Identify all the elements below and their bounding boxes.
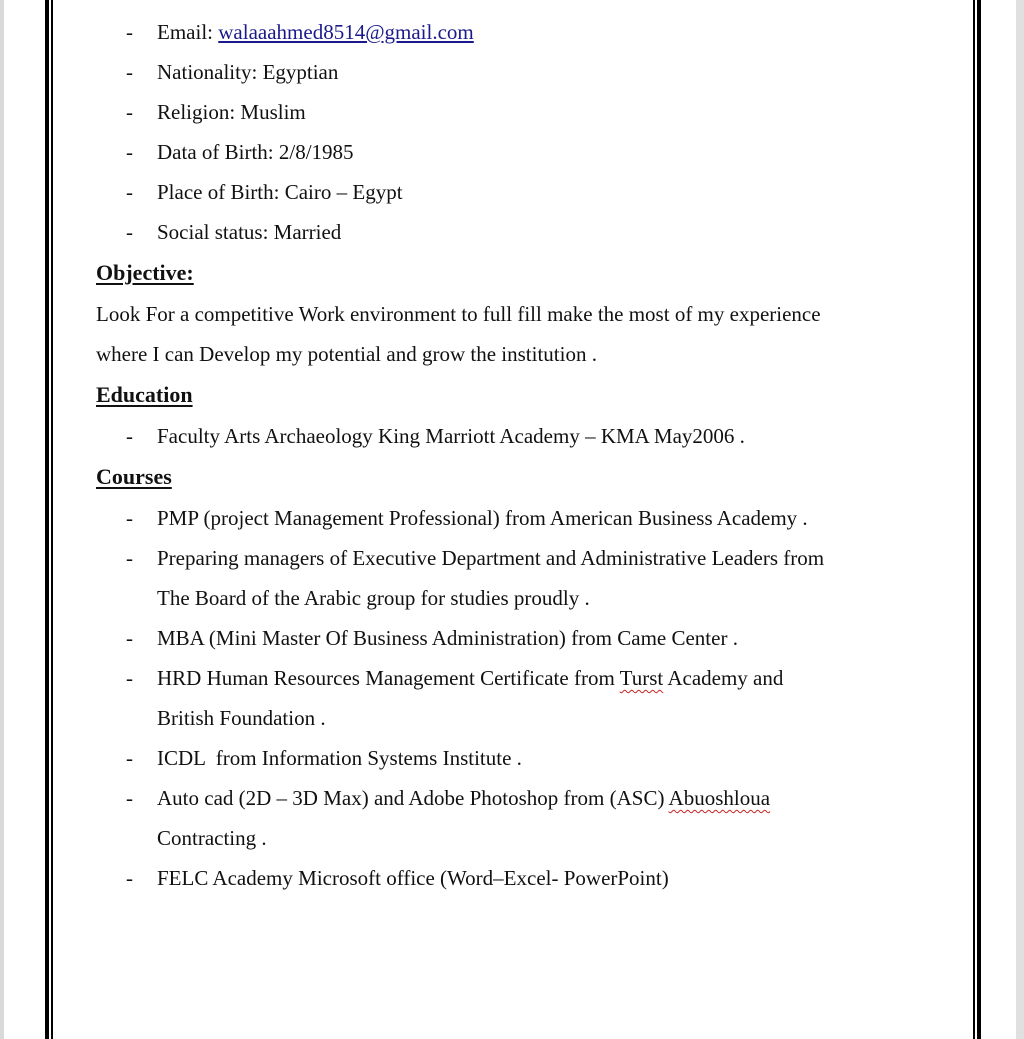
religion-text: Religion: Muslim xyxy=(157,100,306,124)
objective-line-1: Look For a competitive Work environment to full fill make the most of my experience xyxy=(96,302,821,326)
page-border-right-outer xyxy=(977,0,981,1039)
page-border-left-outer xyxy=(45,0,49,1039)
bullet-dash: - xyxy=(126,786,133,810)
education-heading: Education xyxy=(96,382,193,407)
bullet-dash: - xyxy=(126,424,133,448)
list-item-hrd xyxy=(96,658,946,738)
viewer-left-edge xyxy=(0,0,4,1039)
spellcheck-flagged-word: Turst xyxy=(619,666,664,690)
bullet-dash: - xyxy=(126,60,133,84)
email-label: Email: xyxy=(157,20,219,44)
spellcheck-flagged-word: Abuoshloua xyxy=(668,786,771,810)
felc-text: FELC Academy Microsoft office (Word–Excel- PowerPoint) xyxy=(157,866,669,890)
bullet-dash: - xyxy=(126,506,133,530)
autocad-text-start: Auto cad (2D – 3D Max) and Adobe Photoshop from (ASC) xyxy=(157,786,669,810)
hrd-line-2: British Foundation . xyxy=(157,706,326,730)
bullet-dash: - xyxy=(126,220,133,244)
list-item-pmp xyxy=(96,498,946,538)
preparing-line-2: The Board of the Arabic group for studies proudly . xyxy=(157,586,590,610)
mba-text: MBA (Mini Master Of Business Administration) from Came Center . xyxy=(157,626,738,650)
bullet-dash: - xyxy=(126,140,133,164)
courses-heading: Courses xyxy=(96,464,172,489)
objective-line-2: where I can Develop my potential and grow the institution . xyxy=(96,342,597,366)
autocad-line-2: Contracting . xyxy=(157,826,267,850)
nationality-text: Nationality: Egyptian xyxy=(157,60,339,84)
list-item-birth-date xyxy=(96,132,946,172)
education-list xyxy=(96,416,946,456)
bullet-dash: - xyxy=(126,100,133,124)
list-item-education xyxy=(96,416,946,456)
list-item-nationality xyxy=(96,52,946,92)
birth-place-text: Place of Birth: Cairo – Egypt xyxy=(157,180,403,204)
preparing-line-1: Preparing managers of Executive Department and Administrative Leaders from xyxy=(157,546,825,570)
personal-info-list xyxy=(96,12,946,252)
page-border-right-inner xyxy=(973,0,975,1039)
document-page xyxy=(10,0,1014,1039)
list-item-social-status xyxy=(96,212,946,252)
list-item-autocad xyxy=(96,778,946,858)
icdl-text: ICDL from Information Systems Institute . xyxy=(157,746,522,770)
education-text: Faculty Arts Archaeology King Marriott Academy – KMA May2006 . xyxy=(157,424,745,448)
email-link[interactable]: walaaahmed8514@gmail.com xyxy=(218,20,474,44)
hrd-text-end: Academy and xyxy=(663,666,784,690)
birth-date-text: Data of Birth: 2/8/1985 xyxy=(157,140,354,164)
viewer-right-edge xyxy=(1016,0,1024,1039)
list-item-religion xyxy=(96,92,946,132)
objective-heading: Objective: xyxy=(96,260,194,285)
hrd-text-start: HRD Human Resources Management Certificate from xyxy=(157,666,620,690)
bullet-dash: - xyxy=(126,866,133,890)
bullet-dash: - xyxy=(126,746,133,770)
bullet-dash: - xyxy=(126,666,133,690)
bullet-dash: - xyxy=(126,20,133,44)
resume-content xyxy=(96,12,946,898)
list-item-icdl xyxy=(96,738,946,778)
bullet-dash: - xyxy=(126,546,133,570)
list-item-felc xyxy=(96,858,946,898)
list-item-birth-place xyxy=(96,172,946,212)
list-item-mba xyxy=(96,618,946,658)
list-item-email xyxy=(96,12,946,52)
page-border-left-inner xyxy=(51,0,53,1039)
list-item-preparing-managers xyxy=(96,538,946,618)
pmp-text: PMP (project Management Professional) from American Business Academy . xyxy=(157,506,808,530)
social-status-text: Social status: Married xyxy=(157,220,342,244)
bullet-dash: - xyxy=(126,180,133,204)
bullet-dash: - xyxy=(126,626,133,650)
courses-list xyxy=(96,498,946,898)
